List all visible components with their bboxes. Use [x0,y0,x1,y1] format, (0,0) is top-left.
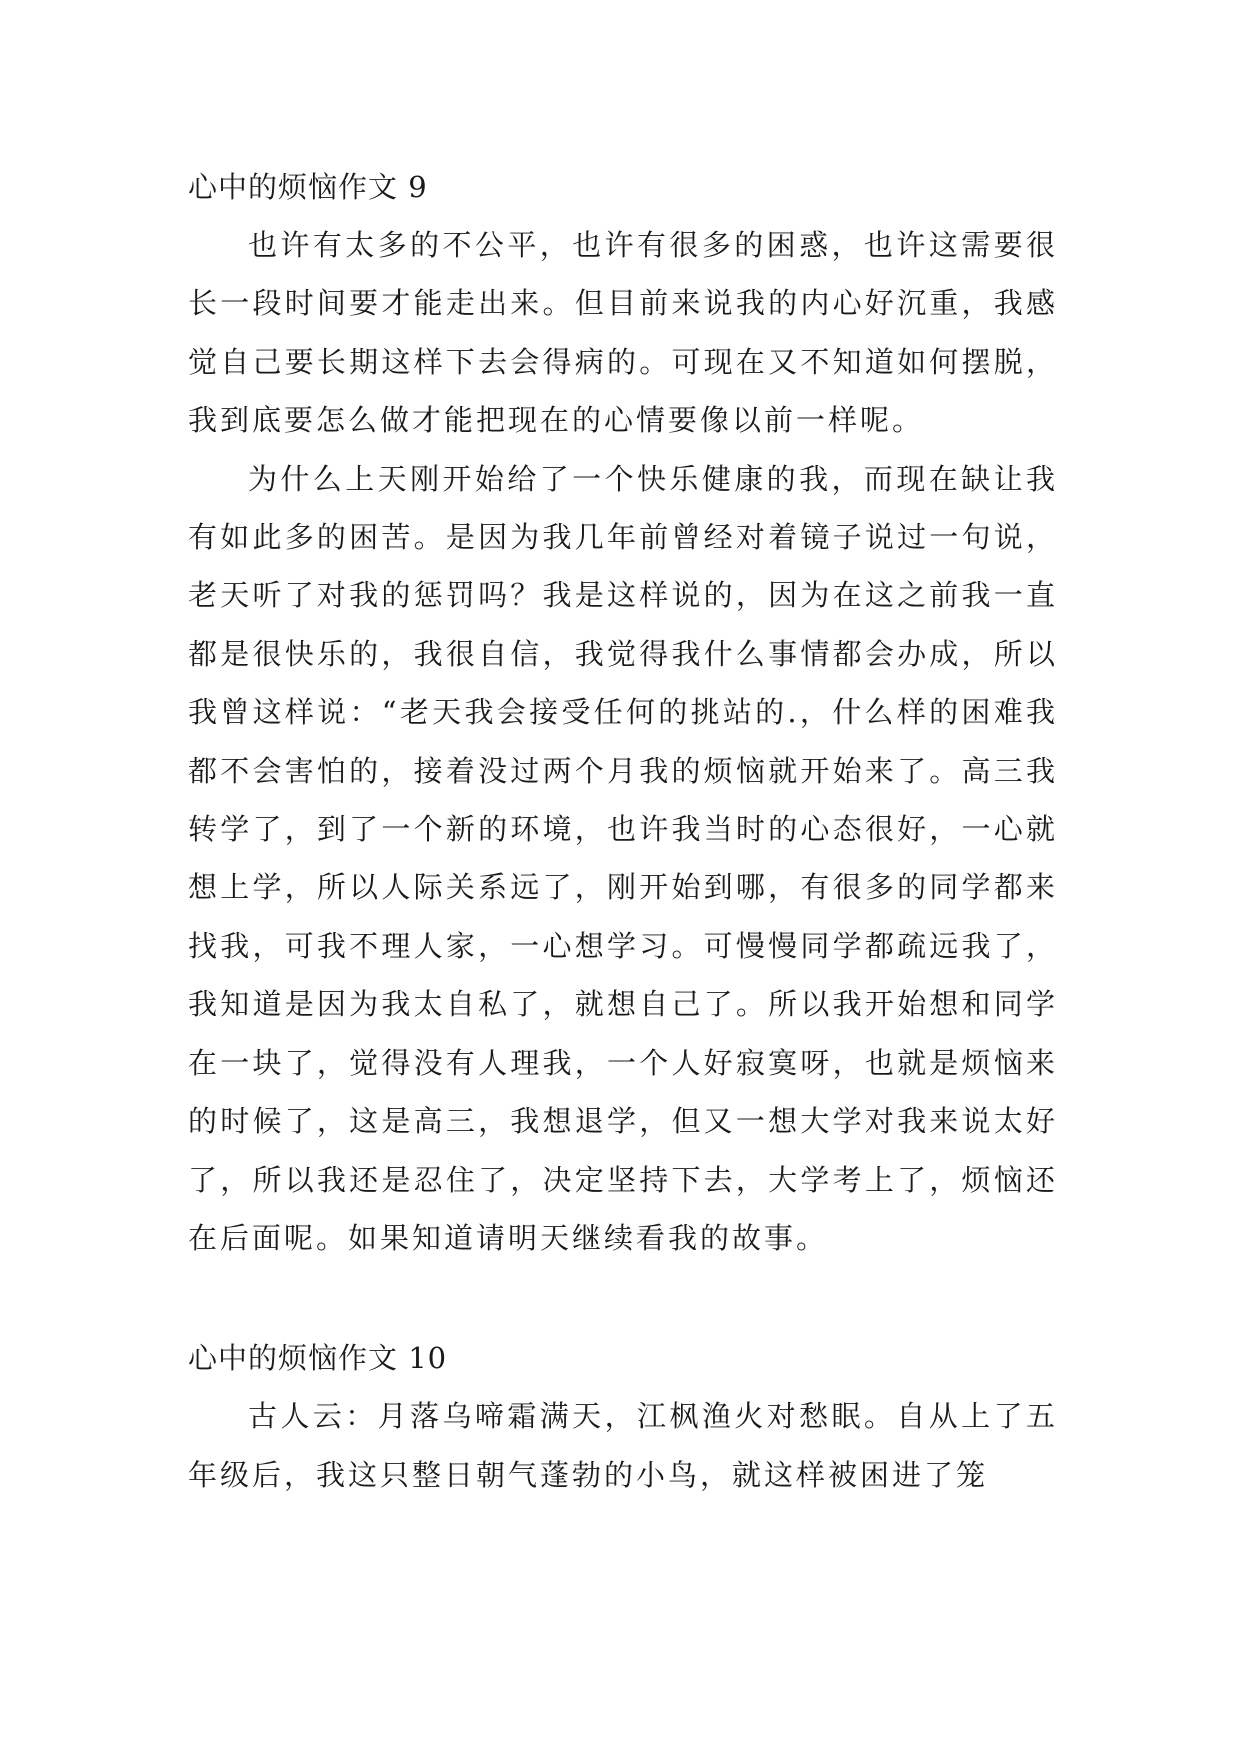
essay-paragraph: 古人云：月落乌啼霜满天，江枫渔火对愁眠。自从上了五年级后，我这只整日朝气蓬勃的小鸟，就这样被困进了笼 [188,1399,1058,1492]
essay-paragraph: 也许有太多的不公平，也许有很多的困惑，也许这需要很长一段时间要才能走出来。但目前来说我的内心好沉重，我感觉自己要长期这样下去会得病的。可现在又不知道如何摆脱，我到底要怎么做才能把现在的心情要像以前一样呢。 [188,228,1058,438]
essay-title: 心中的烦恼作文 9 [188,170,428,204]
section-spacer [188,1267,1058,1329]
essay-title: 心中的烦恼作文 10 [188,1341,448,1376]
essay-paragraph: 为什么上天刚开始给了一个快乐健康的我，而现在缺让我有如此多的困苦。是因为我几年前曾经对着镜子说过一句说，老天听了对我的惩罚吗？我是这样说的，因为在这之前我一直都是很快乐的，我很自信，我觉得我什么事情都会办成，所以我曾这样说：“老天我会接受任何的挑站的.，什么样的困难我都不会害怕的，接着没过两个月我的烦恼就开始来了。高三我转学了，到了一个新的环境，也许我当时的心态很好，一心就想上学，所以人际关系远了，刚开始到哪，有很多的同学都来找我，可我不理人家，一心想学习。可慢慢同学都疏远我了，我知道是因为我太自私了，就想自己了。所以我开始想和同学在一块了，觉得没有人理我，一个人好寂寞呀，也就是烦恼来的时候了，这是高三，我想退学，但又一想大学对我来说太好了，所以我还是忍住了，决定坚持下去，大学考上了，烦恼还在后面呢。如果知道请明天继续看我的故事。 [188,461,1058,1255]
document-body [188,158,1058,1504]
essay-section-10 [188,1329,1058,1504]
essay-section-9 [188,158,1058,1267]
